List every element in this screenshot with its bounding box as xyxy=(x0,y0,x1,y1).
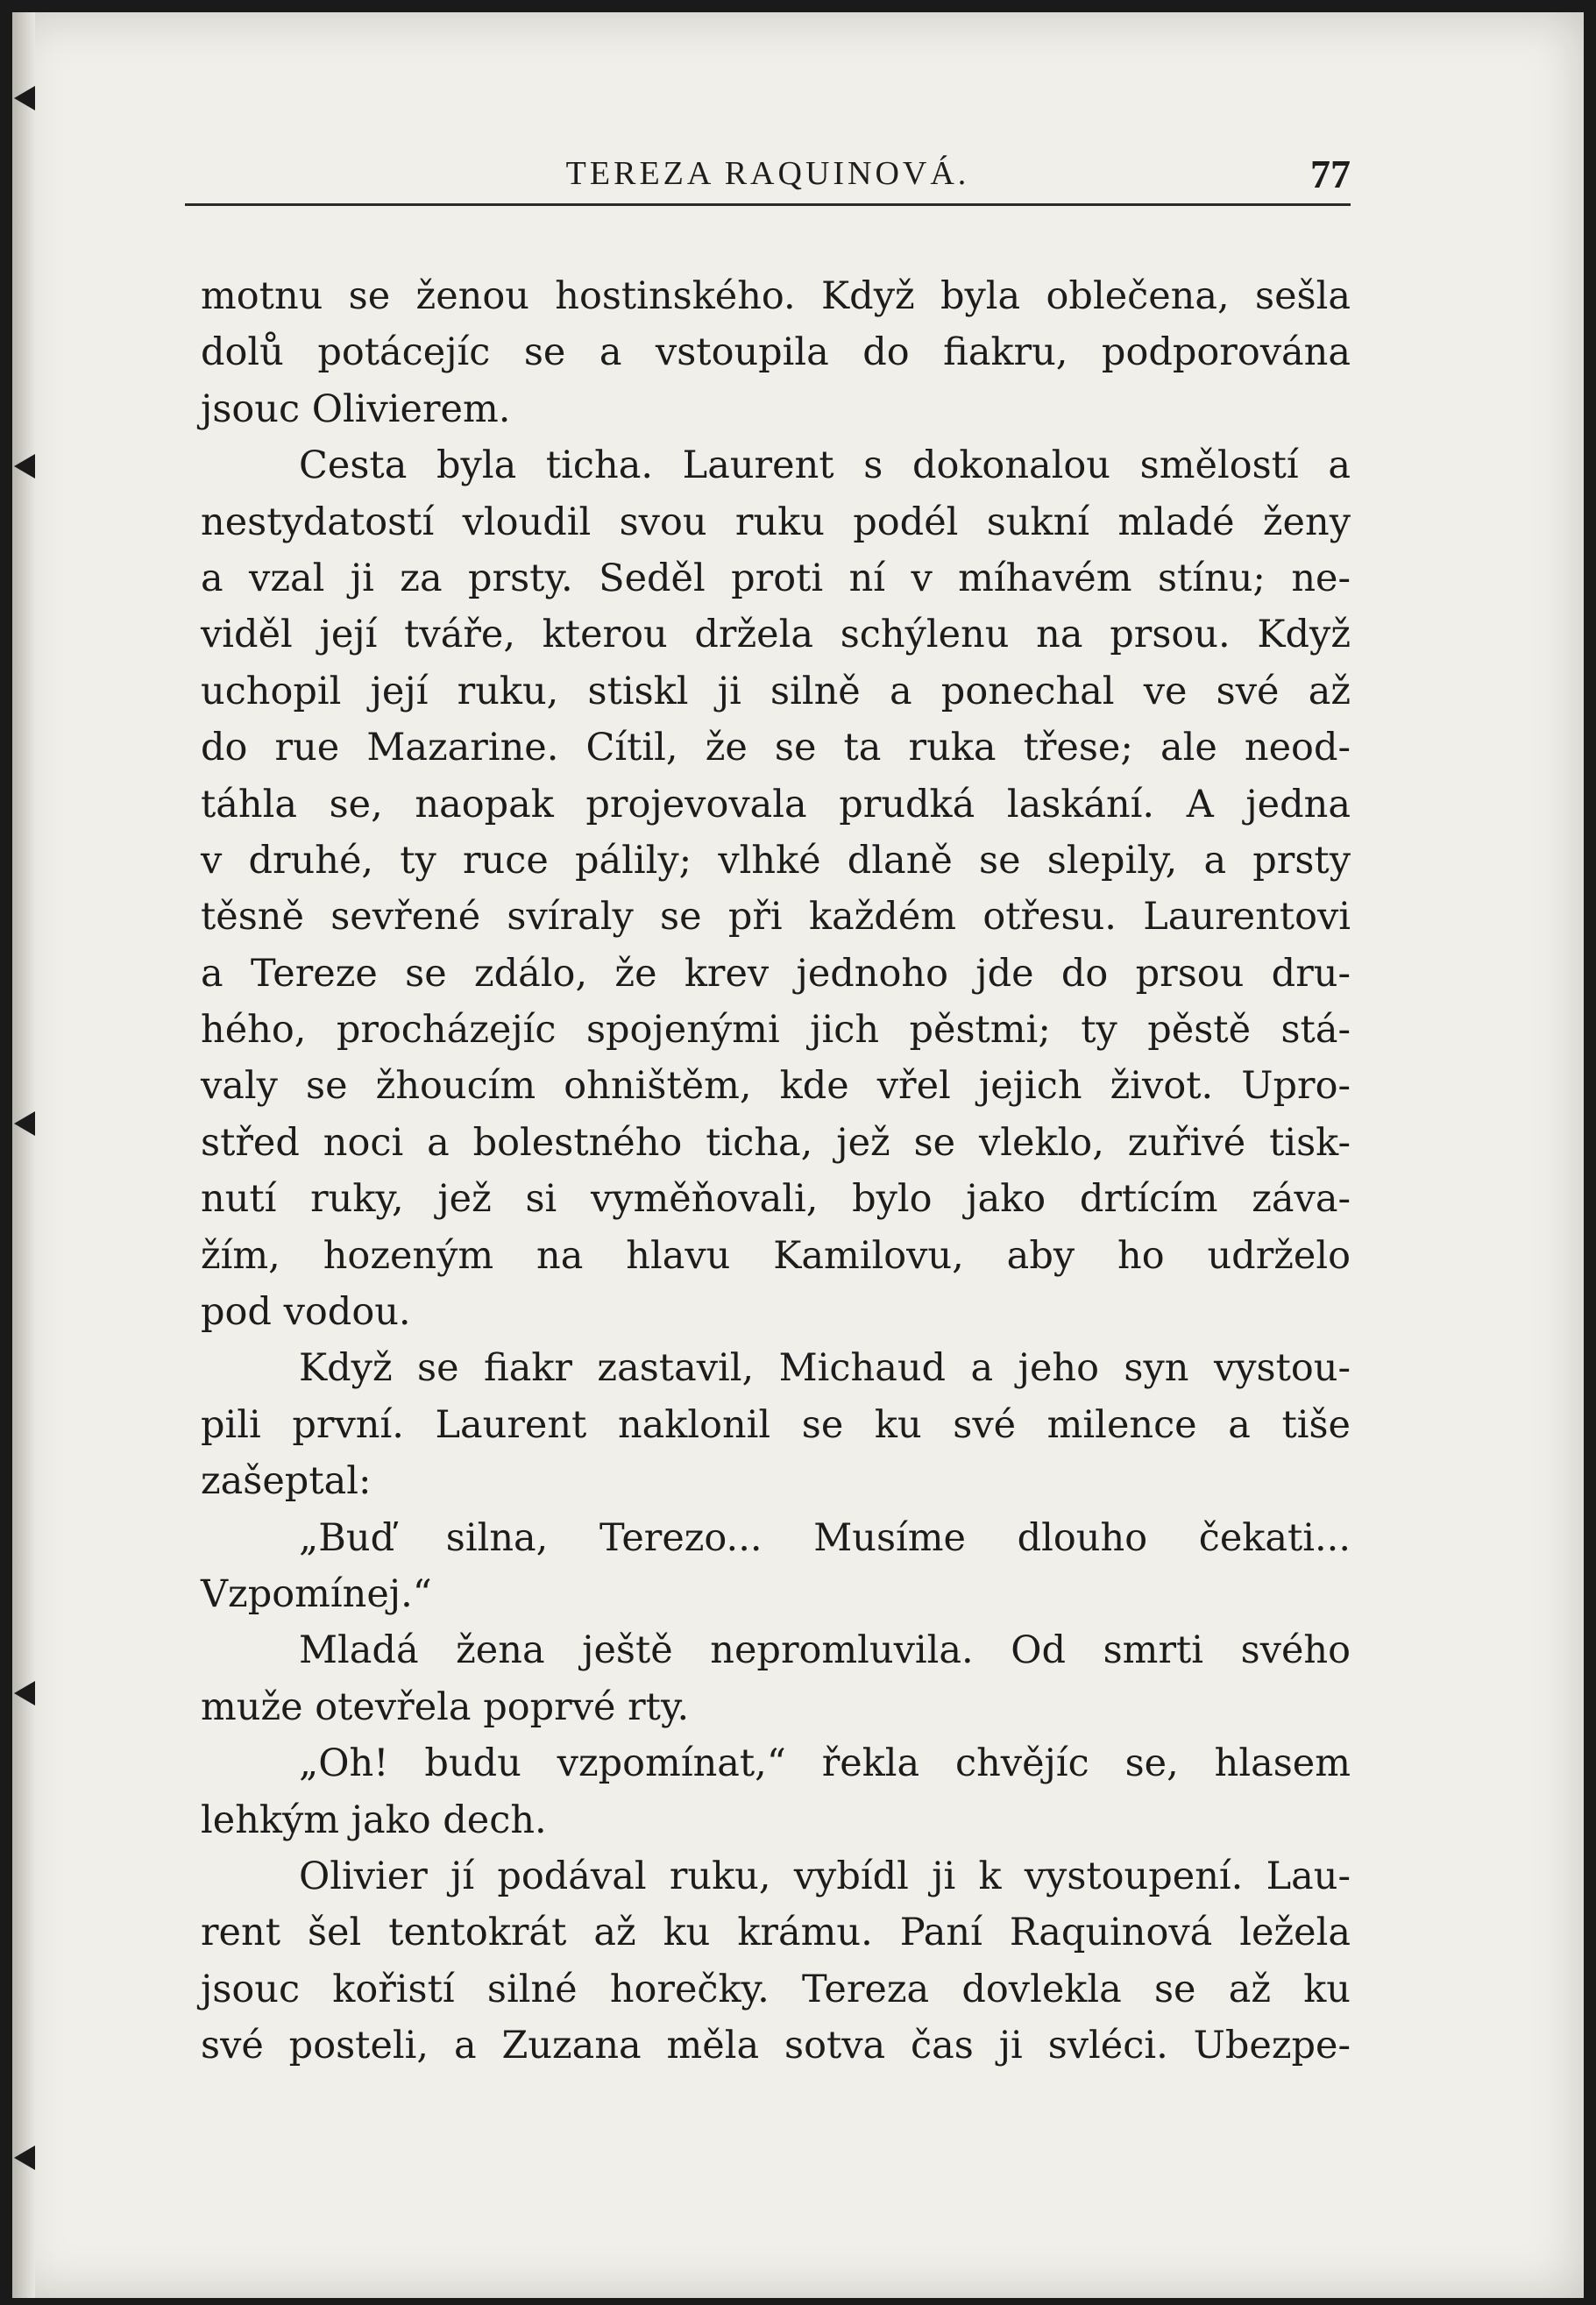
text-line: nestydatostí vloudil svou ruku podél sukní mladé ženy xyxy=(201,500,1351,544)
text-line: viděl její tváře, kterou držela schýlenu na prsou. Když xyxy=(201,613,1351,657)
margin-tick-mark xyxy=(12,82,37,114)
text-line: Olivier jí podával ruku, vybídl ji k vystoupení. Lau- xyxy=(299,1854,1351,1898)
text-line: Vzpomínej.“ xyxy=(201,1571,432,1616)
text-line: zašeptal: xyxy=(201,1459,372,1504)
text-line: hého, procházejíc spojenými jich pěstmi; ty pěstě stá- xyxy=(201,1008,1351,1053)
binding-edge xyxy=(12,12,35,2298)
text-line: a Tereze se zdálo, že krev jednoho jde do prsou dru- xyxy=(201,951,1351,996)
text-line: pili první. Laurent naklonil se ku své milence a tiše xyxy=(201,1402,1351,1447)
margin-tick-mark xyxy=(12,450,37,482)
text-line: a vzal ji za prsty. Seděl proti ní v míhavém stínu; ne- xyxy=(201,556,1351,600)
running-header xyxy=(185,151,1351,206)
text-line: uchopil její ruku, stiskl ji silně a ponechal ve své až xyxy=(201,669,1351,713)
text-line: dolů potácejíc se a vstoupila do fiakru, podporována xyxy=(201,330,1351,375)
body-text xyxy=(201,268,1351,2074)
book-page xyxy=(12,12,1584,2298)
text-line: střed noci a bolestného ticha, jež se vleklo, zuřivé tisk- xyxy=(201,1120,1351,1165)
margin-tick-mark xyxy=(12,2142,37,2174)
text-line: jsouc kořistí silné horečky. Tereza dovlekla se až ku xyxy=(201,1967,1351,2011)
text-line: žím, hozeným na hlavu Kamilovu, aby ho udrželo xyxy=(201,1233,1351,1278)
page-number: 77 xyxy=(1310,152,1351,196)
text-line: v druhé, ty ruce pálily; vlhké dlaně se slepily, a prsty xyxy=(201,838,1351,883)
text-line: rent šel tentokrát až ku krámu. Paní Raquinová ležela xyxy=(201,1911,1351,1955)
text-line: „Oh! budu vzpomínat,“ řekla chvějíc se, hlasem xyxy=(299,1741,1351,1786)
text-line: muže otevřela poprvé rty. xyxy=(201,1684,690,1729)
text-line: táhla se, naopak projevovala prudká laskání. A jedna xyxy=(201,782,1351,826)
text-line: „Buď silna, Terezo... Musíme dlouho čekati... xyxy=(299,1515,1351,1560)
text-line: nutí ruky, jež si vyměňovali, bylo jako drtícím záva- xyxy=(201,1177,1351,1222)
text-line: jsouc Olivierem. xyxy=(201,387,511,431)
text-line: Cesta byla ticha. Laurent s dokonalou smělostí a xyxy=(299,443,1351,488)
text-line: lehkým jako dech. xyxy=(201,1798,547,1842)
margin-tick-mark xyxy=(12,1108,37,1139)
text-line: valy se žhoucím ohništěm, kde vřel jejich život. Upro- xyxy=(201,1064,1351,1109)
text-line: své posteli, a Zuzana měla sotva čas ji svléci. Ubezpe- xyxy=(201,2024,1351,2068)
text-line: těsně sevřené svíraly se při každém otřesu. Laurentovi xyxy=(201,895,1351,940)
margin-tick-mark xyxy=(12,1677,37,1709)
text-line: Mladá žena ještě nepromluvila. Od smrti svého xyxy=(299,1628,1351,1673)
running-title: TEREZA RAQUINOVÁ. xyxy=(565,155,970,192)
text-line: Když se fiakr zastavil, Michaud a jeho syn vystou- xyxy=(299,1346,1351,1391)
text-line: motnu se ženou hostinského. Když byla oblečena, sešla xyxy=(201,274,1351,318)
text-line: do rue Mazarine. Cítil, že se ta ruka třese; ale neod- xyxy=(201,726,1351,770)
text-line: pod vodou. xyxy=(201,1290,411,1335)
